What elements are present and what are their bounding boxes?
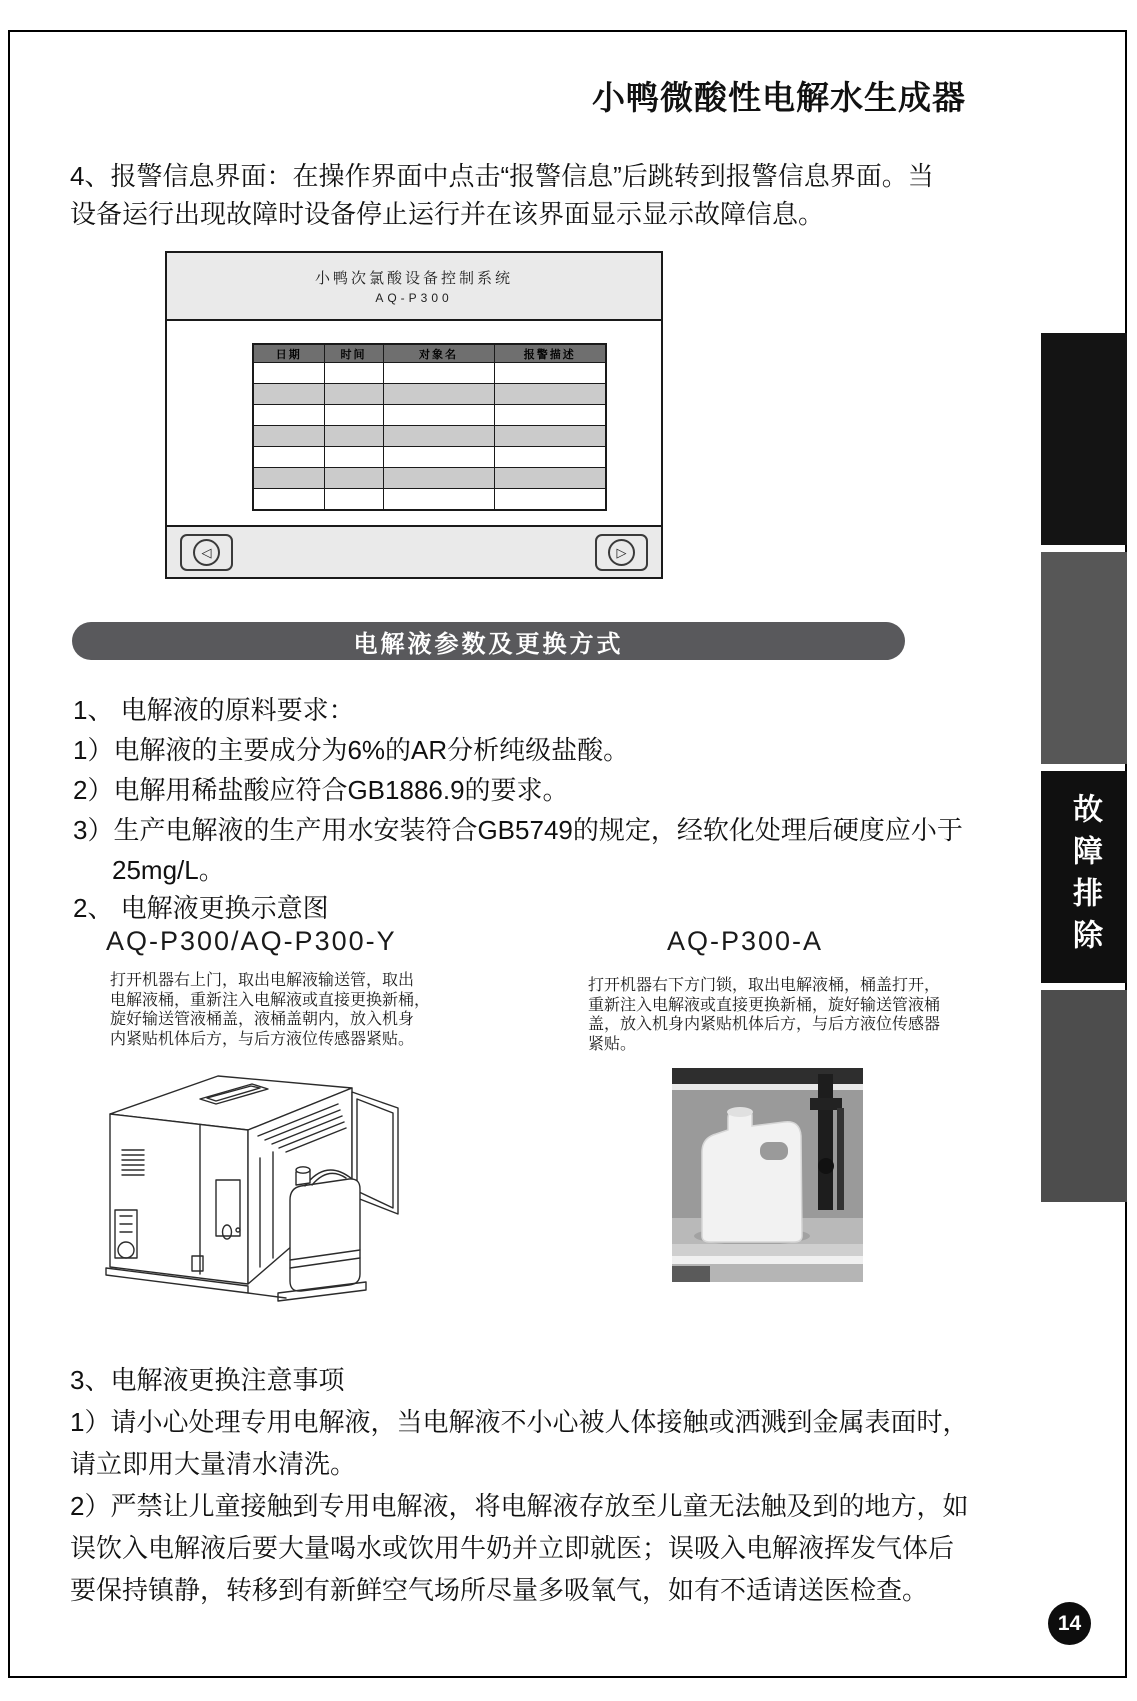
hmi-table-cell <box>383 468 494 489</box>
note-line: 2）严禁让儿童接触到专用电解液，将电解液存放至儿童无法触及到的地方，如 <box>70 1491 969 1521</box>
description-line: 打开机器右下方门锁，取出电解液桶，桶盖打开， <box>588 977 941 994</box>
page-title: 小鸭微酸性电解水生成器 <box>592 79 966 116</box>
hmi-table-row <box>253 384 606 405</box>
hmi-table-cell <box>253 384 324 405</box>
next-page-button <box>595 534 648 571</box>
electrolyte-tank-photo <box>672 1068 863 1282</box>
description-line: 电解液桶，重新注入电解液或直接更换新桶， <box>110 991 431 1009</box>
hmi-table-row <box>253 405 606 426</box>
hmi-table-cell <box>383 426 494 447</box>
notes-heading: 3、电解液更换注意事项 <box>70 1365 345 1395</box>
description-line: 紧贴。 <box>588 1035 637 1053</box>
hmi-alarm-area <box>167 321 661 529</box>
hmi-model-subtitle: AQ-P300 <box>375 291 453 305</box>
alarm-table <box>252 343 607 511</box>
list-item: 1、 电解液的原料要求： <box>73 695 355 725</box>
note-line: 误饮入电解液后要大量喝水或饮用牛奶并立即就医；误吸入电解液挥发气体后 <box>70 1533 955 1563</box>
hmi-table-cell <box>494 384 606 405</box>
alarm-info-paragraph <box>70 157 934 233</box>
hmi-table-cell <box>383 384 494 405</box>
hmi-table-row <box>253 489 606 511</box>
hmi-table-row <box>253 447 606 468</box>
description-line: 盖，放入机身内紧贴机体后方，与后方液位传感器 <box>588 1016 941 1033</box>
hmi-table-head-row <box>253 344 606 363</box>
list-item: 2、 电解液更换示意图 <box>73 893 329 923</box>
list-item-continuation: 25mg/L。 <box>112 855 225 885</box>
hmi-table-cell <box>494 447 606 468</box>
hmi-table-cell <box>494 363 606 384</box>
hmi-column-header: 报警描述 <box>494 344 606 363</box>
hmi-system-title: 小鸭次氯酸设备控制系统 <box>314 270 513 287</box>
hmi-table-cell <box>253 426 324 447</box>
model-description-right <box>588 976 940 1054</box>
model-heading-left: AQ-P300/AQ-P300-Y <box>106 926 397 956</box>
paragraph-line: 4、报警信息界面：在操作界面中点击“报警信息”后跳转到报警信息界面。当 <box>70 161 934 191</box>
hmi-table-cell <box>253 447 324 468</box>
section-header-bar <box>72 622 905 660</box>
hmi-table-cell <box>324 405 383 426</box>
paragraph-line: 设备运行出现故障时设备停止运行并在该界面显示显示故障信息。 <box>70 199 825 229</box>
hmi-table-cell <box>253 489 324 511</box>
hmi-table-row <box>253 363 606 384</box>
chapter-tab-block <box>1041 552 1127 764</box>
hmi-table-cell <box>494 426 606 447</box>
hmi-table-cell <box>324 468 383 489</box>
page-number-badge <box>1048 1602 1091 1645</box>
hmi-table-row <box>253 468 606 489</box>
hmi-table-cell <box>383 489 494 511</box>
description-line: 打开机器右上门，取出电解液输送管，取出 <box>110 972 415 989</box>
hmi-table-cell <box>324 363 383 384</box>
hmi-screenshot <box>165 251 663 579</box>
hmi-table-cell <box>324 447 383 468</box>
hmi-table-row <box>253 426 606 447</box>
hmi-table-cell <box>383 363 494 384</box>
hmi-table-cell <box>324 384 383 405</box>
list-item: 1）电解液的主要成分为6%的AR分析纯级盐酸。 <box>73 735 630 765</box>
hmi-table-cell <box>324 489 383 511</box>
section-title: 电解液参数及更换方式 <box>353 630 624 658</box>
hmi-table-cell <box>253 363 324 384</box>
left-arrow-icon: ◁ <box>193 539 220 566</box>
hmi-table-cell <box>253 405 324 426</box>
previous-page-button <box>180 534 233 571</box>
list-item: 2）电解用稀盐酸应符合GB1886.9的要求。 <box>73 775 569 805</box>
hmi-column-header: 时间 <box>324 344 383 363</box>
note-line: 请立即用大量清水清洗。 <box>70 1449 357 1479</box>
list-item: 3）生产电解液的生产用水安装符合GB5749的规定，经软化处理后硬度应小于 <box>73 815 963 845</box>
hmi-table-cell <box>324 426 383 447</box>
chapter-tab-troubleshooting <box>1041 771 1127 983</box>
model-heading-right: AQ-P300-A <box>666 926 824 956</box>
note-line: 1）请小心处理专用电解液，当电解液不小心被人体接触或洒溅到金属表面时， <box>70 1407 969 1437</box>
hmi-table-cell <box>383 405 494 426</box>
right-arrow-icon: ▷ <box>608 539 635 566</box>
page-number: 14 <box>1057 1611 1082 1635</box>
hmi-column-header: 对象名 <box>383 344 494 363</box>
hmi-header <box>167 253 661 321</box>
note-line: 要保持镇静，转移到有新鲜空气场所尽量多吸氧气，如有不适请送医检查。 <box>70 1575 929 1605</box>
hmi-table-cell <box>494 489 606 511</box>
hmi-table-cell <box>494 468 606 489</box>
hmi-table-body <box>253 363 606 511</box>
hmi-table-cell <box>494 405 606 426</box>
description-line: 重新注入电解液或直接更换新桶，旋好输送管液桶 <box>588 996 941 1014</box>
chapter-tab-label: 故障排除 <box>1068 793 1101 961</box>
chapter-tab-block <box>1041 333 1127 545</box>
hmi-table-cell <box>383 447 494 468</box>
model-description-left <box>110 971 430 1049</box>
description-line: 旋好输送管液桶盖，液桶盖朝内，放入机身 <box>110 1011 415 1028</box>
machine-line-drawing <box>100 1062 400 1314</box>
hmi-column-header: 日期 <box>253 344 324 363</box>
chapter-tab-block <box>1041 990 1127 1202</box>
hmi-nav-bar <box>167 525 661 577</box>
description-line: 内紧贴机体后方，与后方液位传感器紧贴。 <box>110 1030 415 1048</box>
hmi-table-cell <box>253 468 324 489</box>
